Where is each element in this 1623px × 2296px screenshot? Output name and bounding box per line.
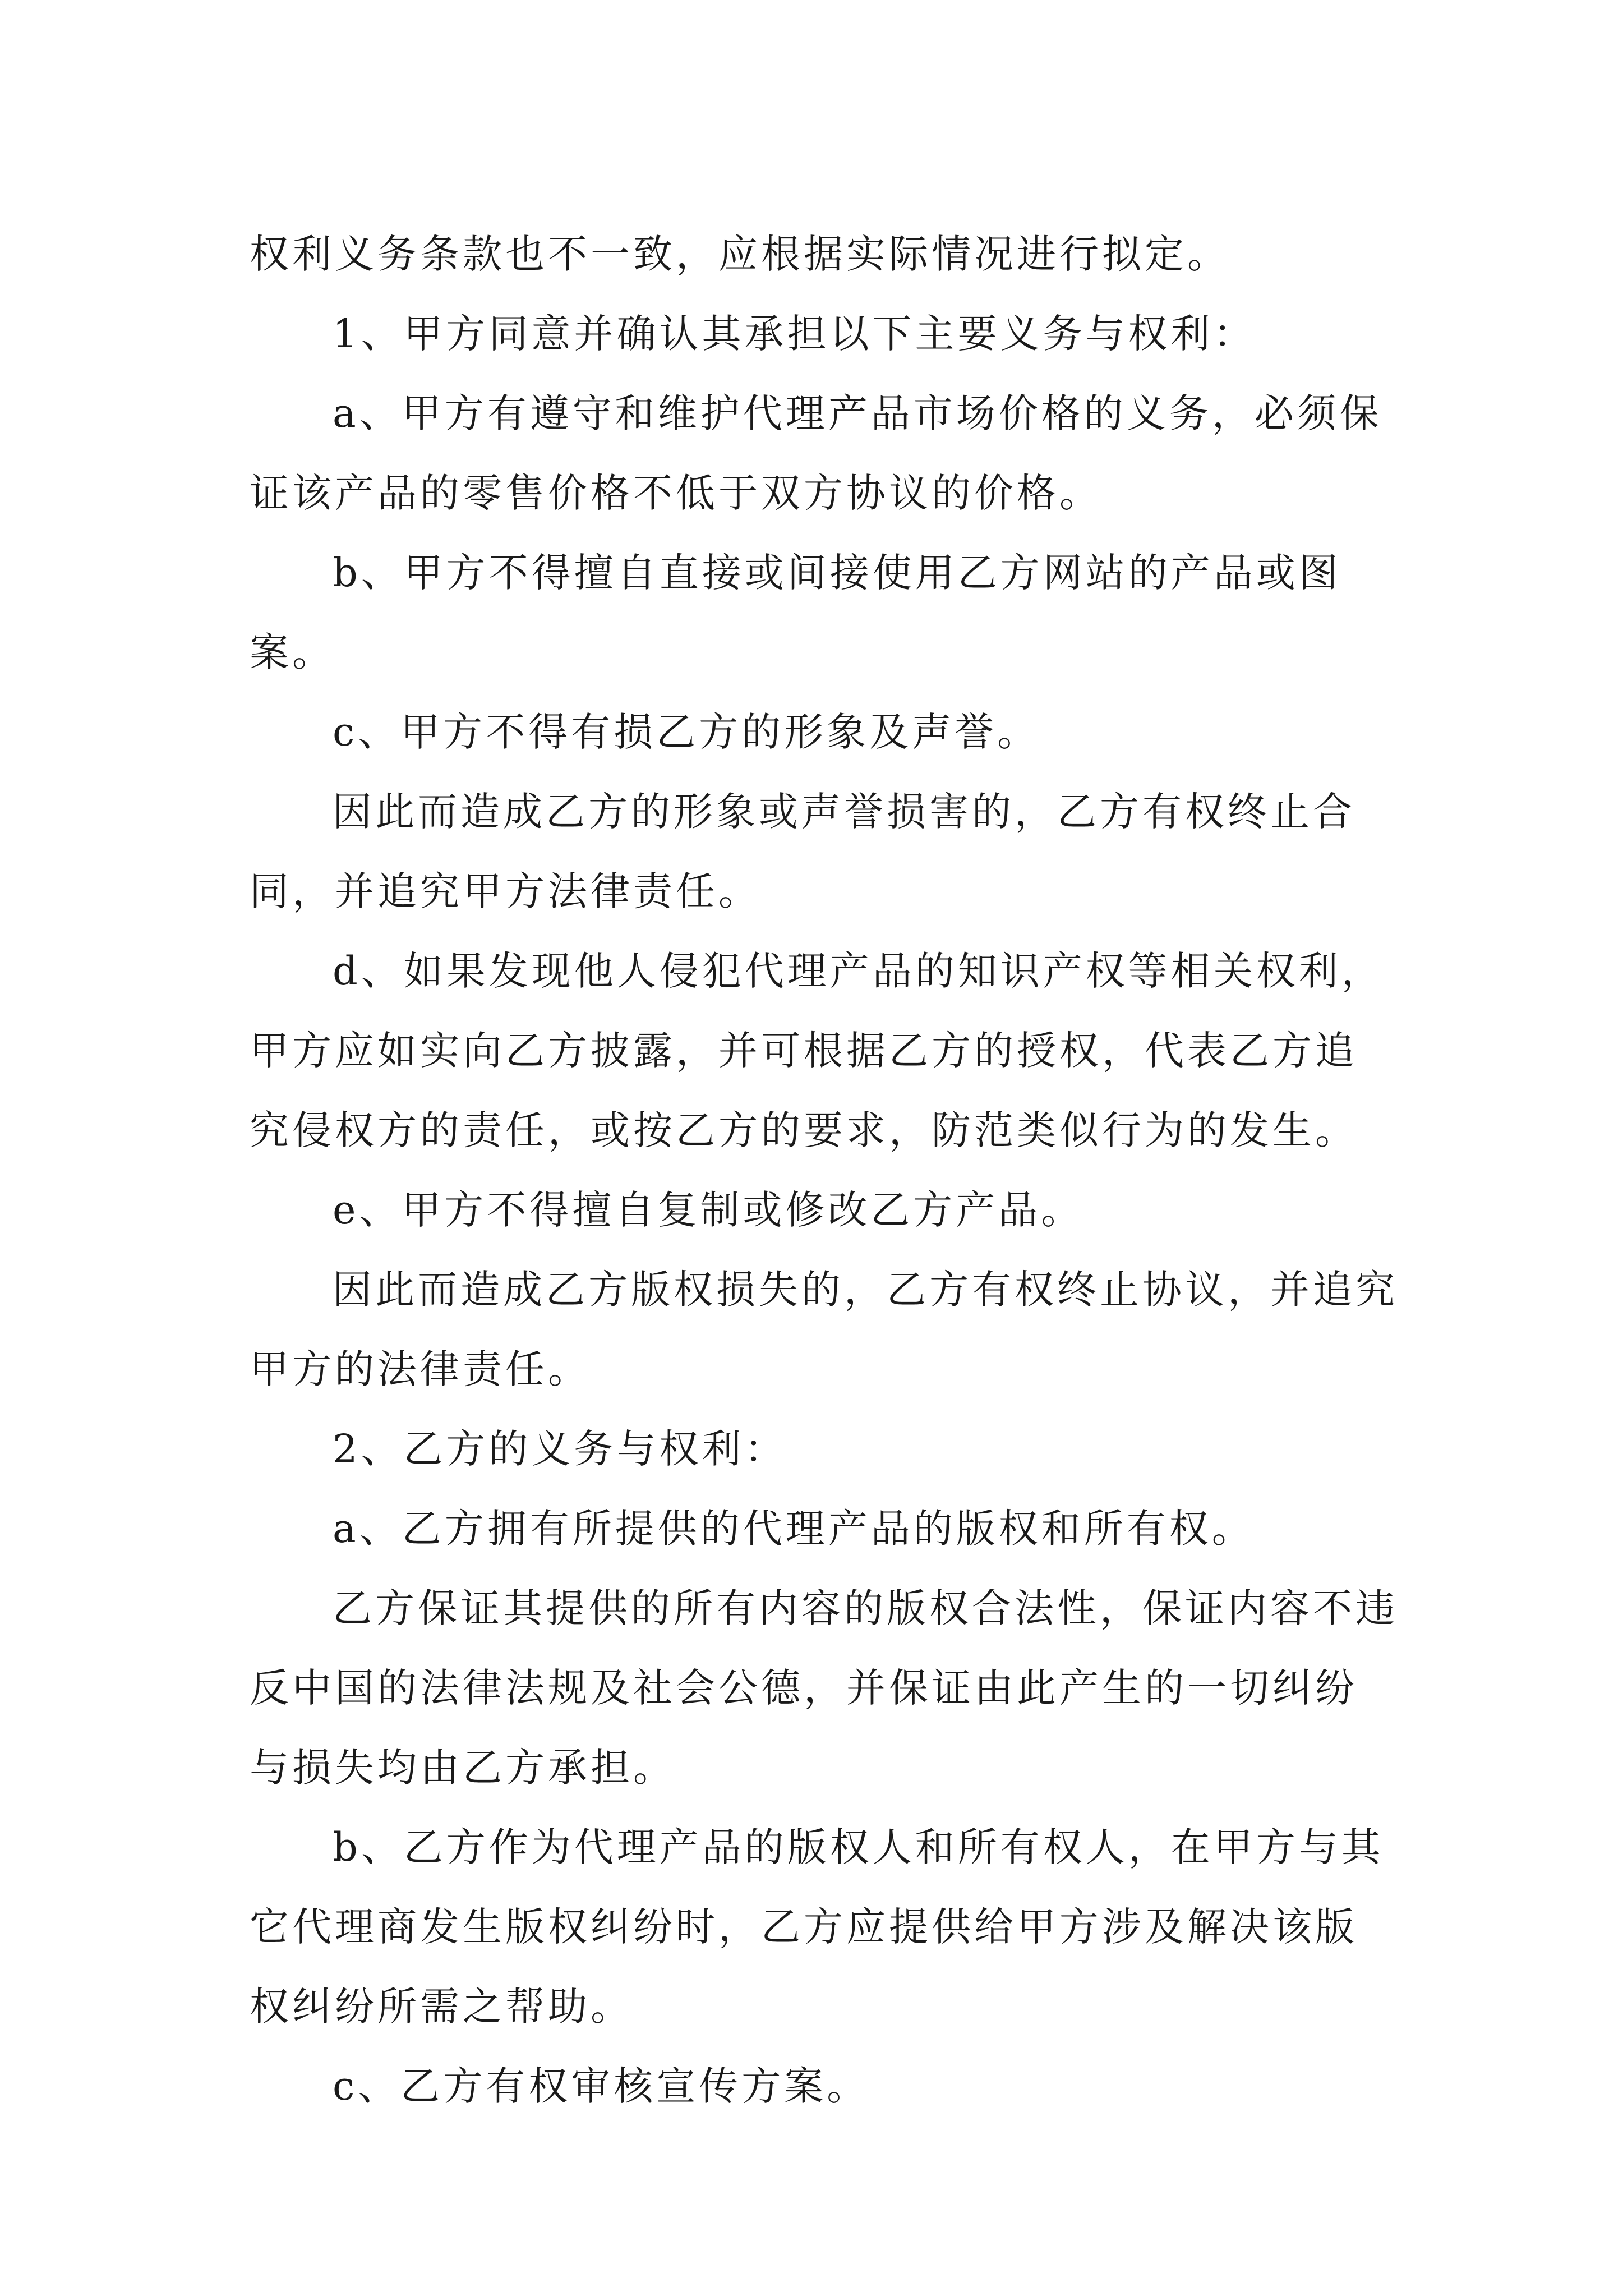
paragraph-party-a-item-b: b、甲方不得擅自直接或间接使用乙方网站的产品或图案。 — [250, 550, 1341, 675]
document-body — [250, 214, 1399, 2126]
paragraph-party-a-item-e: e、甲方不得擅自复制或修改乙方产品。 — [333, 1187, 1084, 1233]
paragraph-party-b-item-c: c、乙方有权审核宣传方案。 — [333, 2063, 870, 2109]
paragraph-party-a-item-a: a、甲方有遵守和维护代理产品市场价格的义务，必须保证该产品的零售价格不低于双方协议的价格。 — [250, 390, 1382, 516]
paragraph-party-b-item-a-guarantee: 乙方保证其提供的所有内容的版权合法性，保证内容不违反中国的法律法规及社会公德，并保证由此产生的一切纠纷与损失均由乙方承担。 — [250, 1585, 1398, 1791]
paragraph-party-a-heading: 1、甲方同意并确认其承担以下主要义务与权利： — [333, 311, 1256, 357]
paragraph-party-b-item-a: a、乙方拥有所提供的代理产品的版权和所有权。 — [333, 1506, 1255, 1552]
paragraph-party-b-item-b: b、乙方作为代理产品的版权人和所有权人，在甲方与其它代理商发生版权纠纷时，乙方应提供给甲方涉及解决该版权纠纷所需之帮助。 — [250, 1824, 1384, 2030]
paragraph-continuation: 权利义务条款也不一致，应根据实际情况进行拟定。 — [250, 231, 1230, 277]
paragraph-party-b-heading: 2、乙方的义务与权利： — [333, 1426, 787, 1472]
paragraph-party-a-item-c: c、甲方不得有损乙方的形象及声誉。 — [333, 709, 1040, 755]
paragraph-party-a-item-d: d、如果发现他人侵犯代理产品的知识产权等相关权利，甲方应如实向乙方披露，并可根据乙方的授权，代表乙方追究侵权方的责任，或按乙方的要求，防范类似行为的发生。 — [250, 948, 1384, 1153]
paragraph-party-a-item-c-consequence: 因此而造成乙方的形象或声誉损害的，乙方有权终止合同，并追究甲方法律责任。 — [250, 789, 1355, 914]
paragraph-party-a-item-e-consequence: 因此而造成乙方版权损失的，乙方有权终止协议，并追究甲方的法律责任。 — [250, 1267, 1398, 1392]
